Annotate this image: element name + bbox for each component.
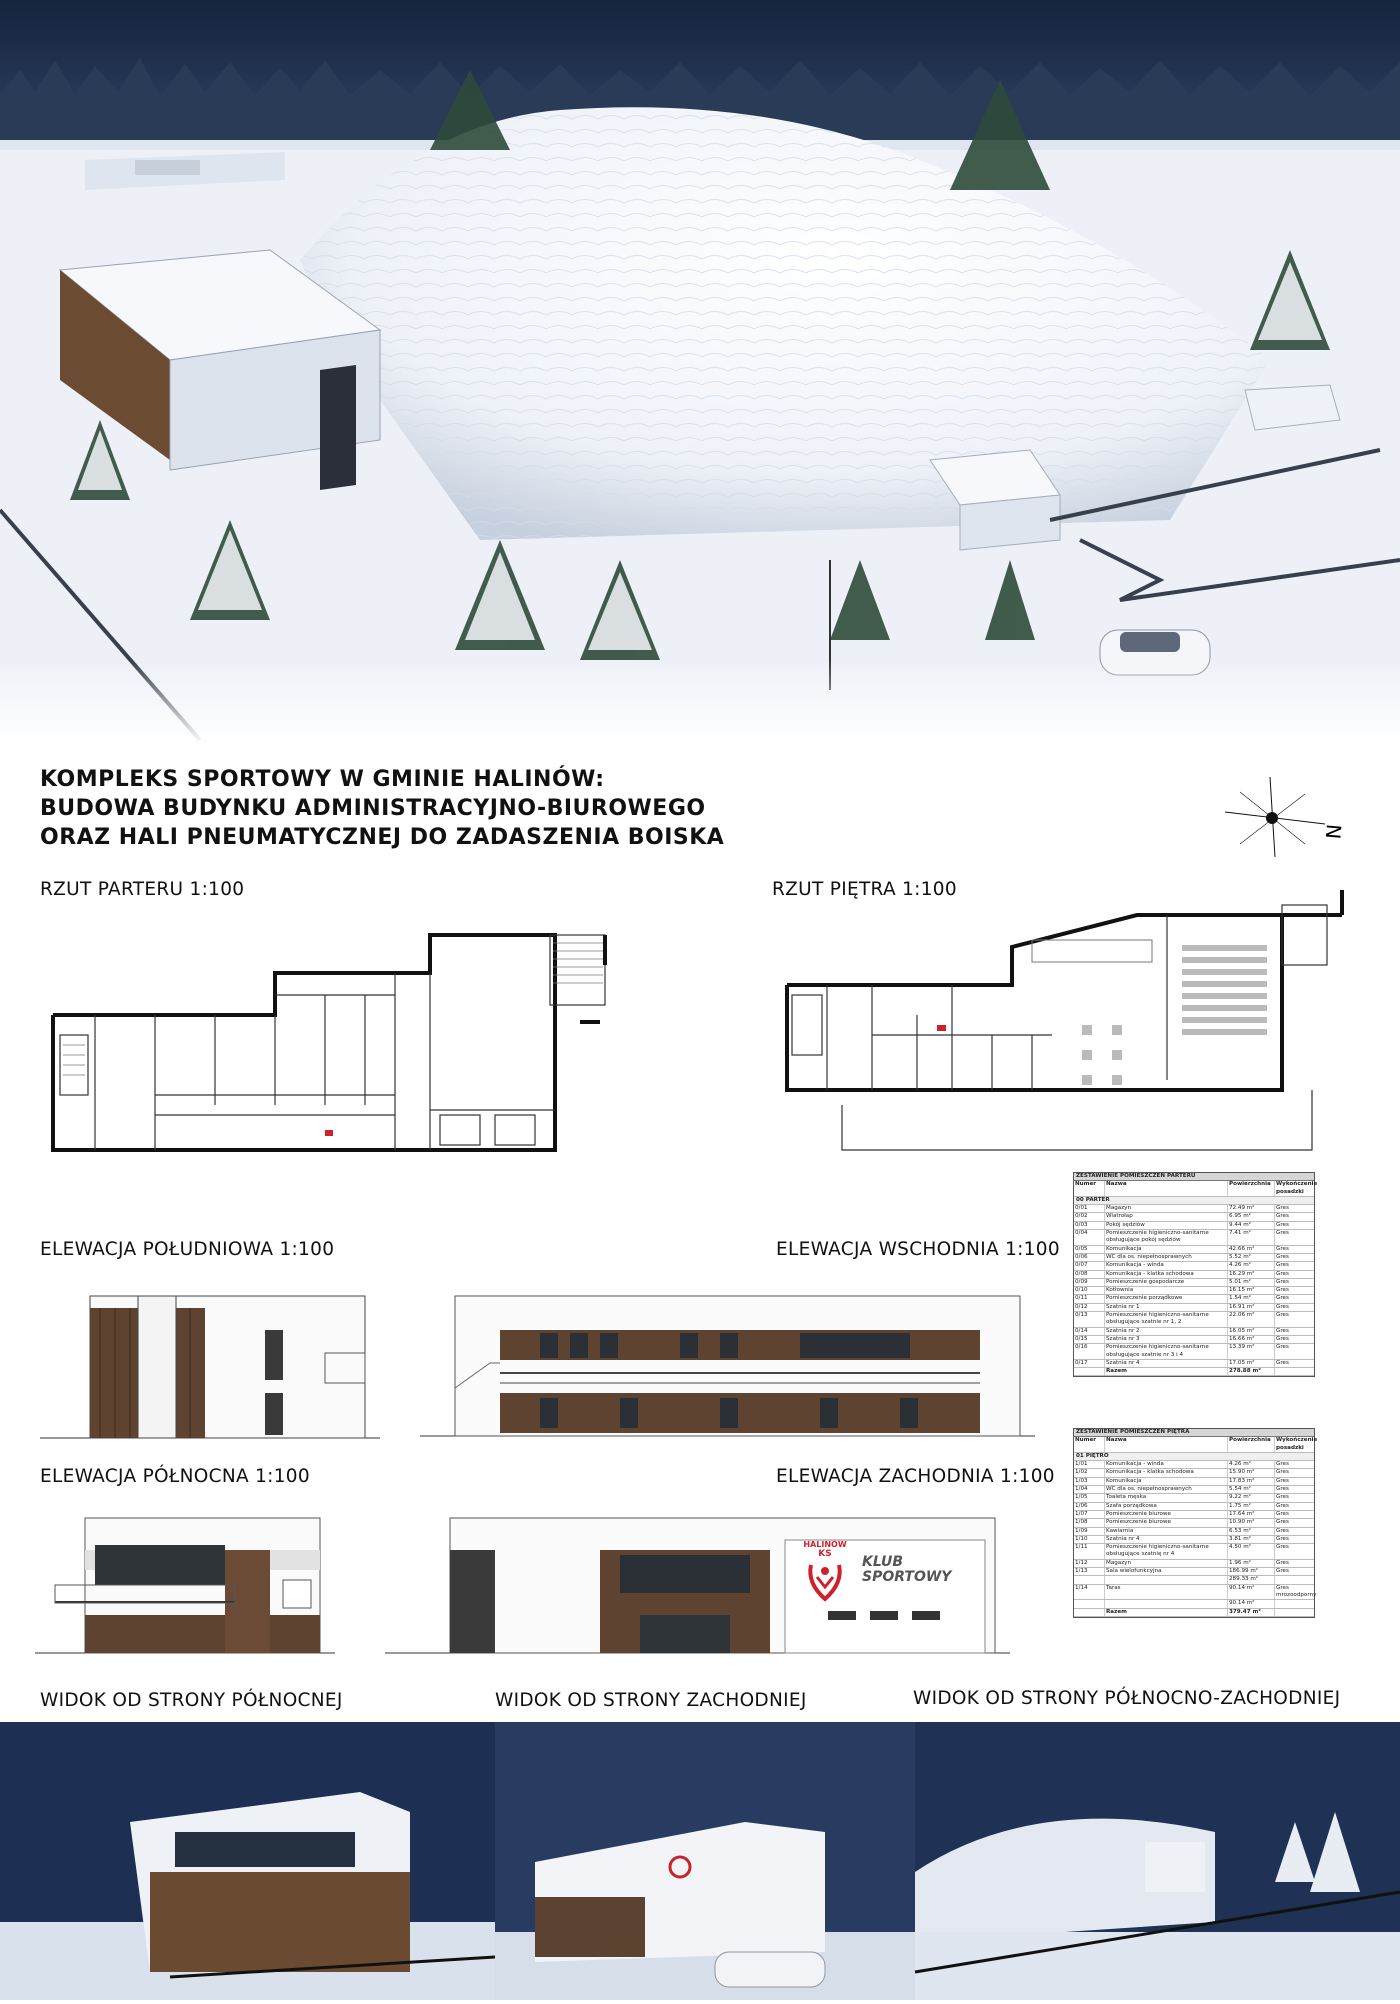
room-area: 16.91 m² — [1228, 1304, 1275, 1311]
title-line-1: KOMPLEKS SPORTOWY W GMINIE HALINÓW: — [40, 767, 605, 792]
room-floor-finish: Gres — [1276, 1335, 1289, 1342]
room-area: 16.15 m² — [1228, 1287, 1275, 1294]
table-row — [1074, 1295, 1314, 1303]
view-north-label: WIDOK OD STRONY PÓŁNOCNEJ — [40, 1690, 343, 1711]
east-elevation — [420, 1288, 1035, 1440]
room-area: 15.90 m² — [1228, 1469, 1275, 1476]
room-number: 0/12 — [1074, 1304, 1105, 1311]
room-number: 0/05 — [1074, 1246, 1105, 1253]
table-row — [1074, 1528, 1314, 1536]
room-name: Szatnia nr 4 — [1105, 1536, 1228, 1543]
south-elevation-drawing — [40, 1288, 380, 1440]
room-number — [1074, 1576, 1105, 1583]
room-area: 5.52 m² — [1228, 1254, 1275, 1261]
first-floor-plan-label: RZUT PIĘTRA 1:100 — [772, 879, 957, 900]
col-number: Numer — [1074, 1181, 1105, 1196]
table-row — [1074, 1576, 1314, 1584]
room-area: 3.81 m² — [1228, 1536, 1275, 1543]
room-number: 0/08 — [1074, 1271, 1105, 1278]
room-floor-finish: Gres — [1276, 1262, 1289, 1269]
room-name: Wiatrołap — [1105, 1213, 1228, 1220]
room-floor-finish: Gres — [1276, 1221, 1289, 1228]
total-value: 278.88 m² — [1228, 1368, 1275, 1375]
table-row — [1074, 1304, 1314, 1312]
room-area: 5.54 m² — [1228, 1486, 1275, 1493]
table-row — [1074, 1568, 1314, 1576]
room-number: 1/05 — [1074, 1494, 1105, 1501]
ground-floor-room-table — [1073, 1172, 1318, 1377]
room-name: Szatnia nr 2 — [1105, 1328, 1228, 1335]
room-floor-finish: Gres mrozoodporny — [1276, 1584, 1317, 1598]
room-name: Szatnia nr 1 — [1105, 1304, 1228, 1311]
room-floor-finish: Gres — [1276, 1544, 1289, 1551]
ground-floor-plan — [45, 915, 625, 1170]
room-name — [1105, 1600, 1228, 1607]
table-row — [1074, 1262, 1314, 1270]
room-area: 9.22 m² — [1228, 1494, 1275, 1501]
room-number: 0/09 — [1074, 1279, 1105, 1286]
table-row — [1074, 1279, 1314, 1287]
table-row — [1074, 1328, 1314, 1336]
room-name: Sala wielofunkcyjna — [1105, 1568, 1228, 1575]
room-number: 1/10 — [1074, 1536, 1105, 1543]
ground-floor-plan-drawing — [45, 915, 625, 1170]
room-number: 0/17 — [1074, 1360, 1105, 1367]
club-sign — [862, 1555, 951, 1585]
table-row — [1074, 1584, 1317, 1601]
room-floor-finish: Gres — [1276, 1510, 1289, 1517]
room-floor-finish: Gres — [1276, 1359, 1289, 1366]
room-number — [1074, 1600, 1105, 1607]
room-number: 1/14 — [1074, 1585, 1105, 1600]
table-row — [1074, 1536, 1314, 1544]
room-area: 16.66 m² — [1228, 1336, 1275, 1343]
south-elevation — [40, 1288, 380, 1440]
room-floor-finish: Gres — [1276, 1295, 1289, 1302]
render-view-northwest-image — [915, 1722, 1400, 2000]
room-floor-finish: Gres — [1276, 1477, 1289, 1484]
table-row — [1074, 1336, 1314, 1344]
room-floor-finish: Gres — [1276, 1469, 1289, 1476]
ground-table-group: 00 PARTER — [1074, 1197, 1314, 1205]
room-name: Pokój sędziów — [1105, 1222, 1228, 1229]
render-view-north-image — [0, 1722, 495, 2000]
room-number: 0/14 — [1074, 1328, 1105, 1335]
table-row — [1074, 1469, 1314, 1477]
room-name: Pomieszczenie higieniczno-sanitarne obsługujące pokój sędziów — [1105, 1230, 1228, 1245]
room-area: 42.66 m² — [1228, 1246, 1275, 1253]
room-floor-finish: Gres — [1276, 1502, 1289, 1509]
club-logo-emblem-icon — [805, 1559, 845, 1603]
facade-windows — [828, 1606, 948, 1625]
total-value: 379.47 m² — [1228, 1609, 1275, 1616]
room-name: Kotłownia — [1105, 1287, 1228, 1294]
room-floor-finish: Gres — [1276, 1519, 1289, 1526]
room-number: 1/11 — [1074, 1544, 1105, 1559]
room-number: 0/02 — [1074, 1213, 1105, 1220]
east-elevation-label: ELEWACJA WSCHODNIA 1:100 — [776, 1239, 1060, 1260]
room-name: Pomieszczenie biurowe — [1105, 1511, 1228, 1518]
render-view-west — [495, 1722, 915, 2000]
east-elevation-drawing — [420, 1288, 1035, 1440]
room-name: Komunikacja - winda — [1105, 1461, 1228, 1468]
room-name: Komunikacja - winda — [1105, 1262, 1228, 1269]
table-row — [1074, 1246, 1314, 1254]
col-name: Nazwa — [1105, 1437, 1228, 1452]
room-number: 0/03 — [1074, 1222, 1105, 1229]
room-number: 1/03 — [1074, 1478, 1105, 1485]
room-number: 0/10 — [1074, 1287, 1105, 1294]
room-floor-finish: Gres — [1276, 1327, 1289, 1334]
room-name: Komunikacja — [1105, 1478, 1228, 1485]
table-row — [1074, 1544, 1314, 1560]
title-line-2: BUDOWA BUDYNKU ADMINISTRACYJNO-BIUROWEGO — [40, 796, 706, 821]
room-area: 7.41 m² — [1228, 1230, 1275, 1245]
table-row — [1074, 1560, 1314, 1568]
room-number: 1/12 — [1074, 1560, 1105, 1567]
room-floor-finish: Gres — [1276, 1205, 1289, 1212]
room-floor-finish — [1275, 1600, 1313, 1607]
club-logo-top-text: HALINÓW — [803, 1540, 847, 1549]
west-elevation-label: ELEWACJA ZACHODNIA 1:100 — [776, 1466, 1055, 1487]
room-number: 1/09 — [1074, 1528, 1105, 1535]
room-area: 17.83 m² — [1228, 1478, 1275, 1485]
first-floor-plan-drawing — [782, 885, 1347, 1160]
title-line-3: ORAZ HALI PNEUMATYCZNEJ DO ZADASZENIA BOISKA — [40, 825, 725, 850]
first-table-column-header — [1074, 1437, 1318, 1453]
room-number: 1/07 — [1074, 1511, 1105, 1518]
room-name: Pomieszczenie higieniczno-sanitarne obsługujące szatnię nr 4 — [1105, 1544, 1228, 1559]
facade-windows-drawing — [828, 1609, 948, 1621]
room-name: Komunikacja - klatka schodowa — [1105, 1271, 1228, 1278]
room-name — [1105, 1576, 1228, 1583]
render-view-north — [0, 1722, 495, 2000]
room-number: 0/16 — [1074, 1344, 1105, 1359]
room-name: Pomieszczenie porządkowe — [1105, 1295, 1228, 1302]
room-number: 0/11 — [1074, 1295, 1105, 1302]
room-floor-finish: Gres — [1276, 1245, 1289, 1252]
room-floor-finish: Gres — [1276, 1486, 1289, 1493]
room-area: 6.53 m² — [1228, 1528, 1275, 1535]
render-view-west-image — [495, 1722, 915, 2000]
room-area: 4.26 m² — [1228, 1262, 1275, 1269]
room-name: Komunikacja — [1105, 1246, 1228, 1253]
room-name: Toaleta męska — [1105, 1494, 1228, 1501]
table-row — [1074, 1287, 1314, 1295]
hero-aerial-render — [0, 0, 1400, 745]
room-name: Pomieszczenie higieniczno-sanitarne obsługujące szatnie nr 1, 2 — [1105, 1312, 1228, 1327]
ground-table-column-header — [1074, 1181, 1318, 1197]
table-row — [1074, 1230, 1314, 1246]
room-floor-finish: Gres — [1276, 1312, 1289, 1319]
north-arrow — [1215, 772, 1345, 862]
room-floor-finish — [1275, 1576, 1313, 1583]
room-area: 17.64 m² — [1228, 1511, 1275, 1518]
col-number: Numer — [1074, 1437, 1105, 1452]
table-row — [1074, 1205, 1314, 1213]
room-area: 90.14 m² — [1228, 1585, 1275, 1600]
room-number: 1/06 — [1074, 1503, 1105, 1510]
table-row — [1074, 1486, 1314, 1494]
first-floor-plan — [782, 885, 1347, 1160]
room-name: Komunikacja - klatka schodowa — [1105, 1469, 1228, 1476]
room-floor-finish: Gres — [1276, 1213, 1289, 1220]
room-floor-finish: Gres — [1276, 1344, 1289, 1351]
room-number: 0/01 — [1074, 1205, 1105, 1212]
north-letter: N — [1320, 823, 1346, 841]
view-west-label: WIDOK OD STRONY ZACHODNIEJ — [495, 1690, 807, 1711]
room-area: 289.33 m² — [1228, 1576, 1275, 1583]
club-logo — [795, 1540, 855, 1610]
table-row — [1074, 1344, 1314, 1360]
room-number: 1/01 — [1074, 1461, 1105, 1468]
room-name: Szatnia nr 4 — [1105, 1360, 1228, 1367]
table-row — [1074, 1213, 1314, 1221]
room-area: 13.39 m² — [1228, 1344, 1275, 1359]
table-row — [1074, 1222, 1314, 1230]
north-elevation-drawing — [35, 1510, 335, 1655]
first-table-total — [1074, 1609, 1314, 1617]
room-floor-finish: Gres — [1276, 1527, 1289, 1534]
room-name: Szatnia nr 3 — [1105, 1336, 1228, 1343]
col-area: Powierzchnia — [1228, 1437, 1275, 1452]
room-floor-finish: Gres — [1276, 1270, 1289, 1277]
table-row — [1074, 1360, 1314, 1368]
first-table-title: ZESTAWIENIE POMIESZCZEŃ PIĘTRA — [1074, 1429, 1314, 1437]
room-area: 5.01 m² — [1228, 1279, 1275, 1286]
room-floor-finish: Gres — [1276, 1559, 1289, 1566]
room-name: Magazyn — [1105, 1205, 1228, 1212]
table-row — [1074, 1254, 1314, 1262]
col-area: Powierzchnia — [1228, 1181, 1275, 1196]
room-number: 0/13 — [1074, 1312, 1105, 1327]
room-floor-finish: Gres — [1276, 1253, 1289, 1260]
col-floor-finish: Wykończenie posadzki — [1276, 1181, 1318, 1195]
ground-table-title: ZESTAWIENIE POMIESZCZEŃ PARTERU — [1074, 1173, 1314, 1181]
room-area: 4.26 m² — [1228, 1461, 1275, 1468]
room-area: 6.95 m² — [1228, 1213, 1275, 1220]
room-name: Taras — [1105, 1585, 1228, 1600]
room-number: 1/04 — [1074, 1486, 1105, 1493]
table-row — [1074, 1503, 1314, 1511]
room-number: 0/04 — [1074, 1230, 1105, 1245]
room-area: 90.14 m² — [1228, 1600, 1275, 1607]
room-name: Pomieszczenie biurowe — [1105, 1519, 1228, 1526]
south-elevation-label: ELEWACJA POŁUDNIOWA 1:100 — [40, 1239, 335, 1260]
room-name: Kawiarnia — [1105, 1528, 1228, 1535]
project-title — [40, 765, 1140, 852]
table-row — [1074, 1478, 1314, 1486]
room-name: WC dla os. niepełnosprawnych — [1105, 1254, 1228, 1261]
room-area: 10.90 m² — [1228, 1519, 1275, 1526]
table-row — [1074, 1312, 1314, 1328]
table-row — [1074, 1271, 1314, 1279]
table-row — [1074, 1511, 1314, 1519]
col-name: Nazwa — [1105, 1181, 1228, 1196]
club-sign-line-2: SPORTOWY — [862, 1569, 952, 1585]
room-area: 16.05 m² — [1228, 1328, 1275, 1335]
room-floor-finish: Gres — [1276, 1494, 1289, 1501]
room-floor-finish: Gres — [1276, 1535, 1289, 1542]
ground-table-rows — [1074, 1205, 1314, 1368]
room-name: Szafa porządkowa — [1105, 1503, 1228, 1510]
north-elevation — [35, 1510, 335, 1655]
total-label: Razem — [1105, 1368, 1228, 1375]
club-logo-ks-text: KS — [818, 1549, 832, 1559]
table-row — [1074, 1461, 1314, 1469]
room-area: 72.49 m² — [1228, 1205, 1275, 1212]
room-area: 1.75 m² — [1228, 1503, 1275, 1510]
club-sign-line-1: KLUB — [862, 1554, 904, 1570]
col-floor-finish: Wykończenie posadzki — [1276, 1437, 1318, 1451]
room-area: 16.29 m² — [1228, 1271, 1275, 1278]
room-area: 22.06 m² — [1228, 1312, 1275, 1327]
first-table-group: 01 PIĘTRO — [1074, 1453, 1314, 1461]
render-view-northwest — [915, 1722, 1400, 2000]
total-label: Razem — [1105, 1609, 1228, 1616]
table-row — [1074, 1600, 1314, 1608]
room-number: 1/08 — [1074, 1519, 1105, 1526]
room-area: 4.50 m² — [1228, 1544, 1275, 1559]
room-area: 17.05 m² — [1228, 1360, 1275, 1367]
first-table-rows — [1074, 1461, 1317, 1608]
room-area: 1.96 m² — [1228, 1560, 1275, 1567]
room-area: 1.54 m² — [1228, 1295, 1275, 1302]
room-floor-finish: Gres — [1276, 1303, 1289, 1310]
north-elevation-label: ELEWACJA PÓŁNOCNA 1:100 — [40, 1466, 310, 1487]
north-arrow-icon — [1215, 772, 1345, 862]
room-area: 9.44 m² — [1228, 1222, 1275, 1229]
room-number: 1/13 — [1074, 1568, 1105, 1575]
room-number: 0/15 — [1074, 1336, 1105, 1343]
room-area: 186.99 m² — [1228, 1568, 1275, 1575]
room-number: 0/07 — [1074, 1262, 1105, 1269]
first-floor-room-table — [1073, 1428, 1318, 1618]
room-floor-finish: Gres — [1276, 1461, 1289, 1468]
room-floor-finish: Gres — [1276, 1287, 1289, 1294]
ground-floor-plan-label: RZUT PARTERU 1:100 — [40, 879, 245, 900]
view-northwest-label: WIDOK OD STRONY PÓŁNOCNO-ZACHODNIEJ — [913, 1688, 1341, 1709]
room-name: Magazyn — [1105, 1560, 1228, 1567]
room-name: Pomieszczenie gospodarcze — [1105, 1279, 1228, 1286]
room-number: 0/06 — [1074, 1254, 1105, 1261]
room-name: WC dla os. niepełnosprawnych — [1105, 1486, 1228, 1493]
room-floor-finish: Gres — [1276, 1278, 1289, 1285]
room-number: 1/02 — [1074, 1469, 1105, 1476]
room-floor-finish: Gres — [1276, 1230, 1289, 1237]
table-row — [1074, 1494, 1314, 1502]
room-floor-finish: Gres — [1276, 1568, 1289, 1575]
room-name: Pomieszczenie higieniczno-sanitarne obsługujące szatnie nr 3 i 4 — [1105, 1344, 1228, 1359]
ground-table-total — [1074, 1368, 1314, 1376]
aerial-render-illustration — [0, 0, 1400, 745]
table-row — [1074, 1519, 1314, 1527]
